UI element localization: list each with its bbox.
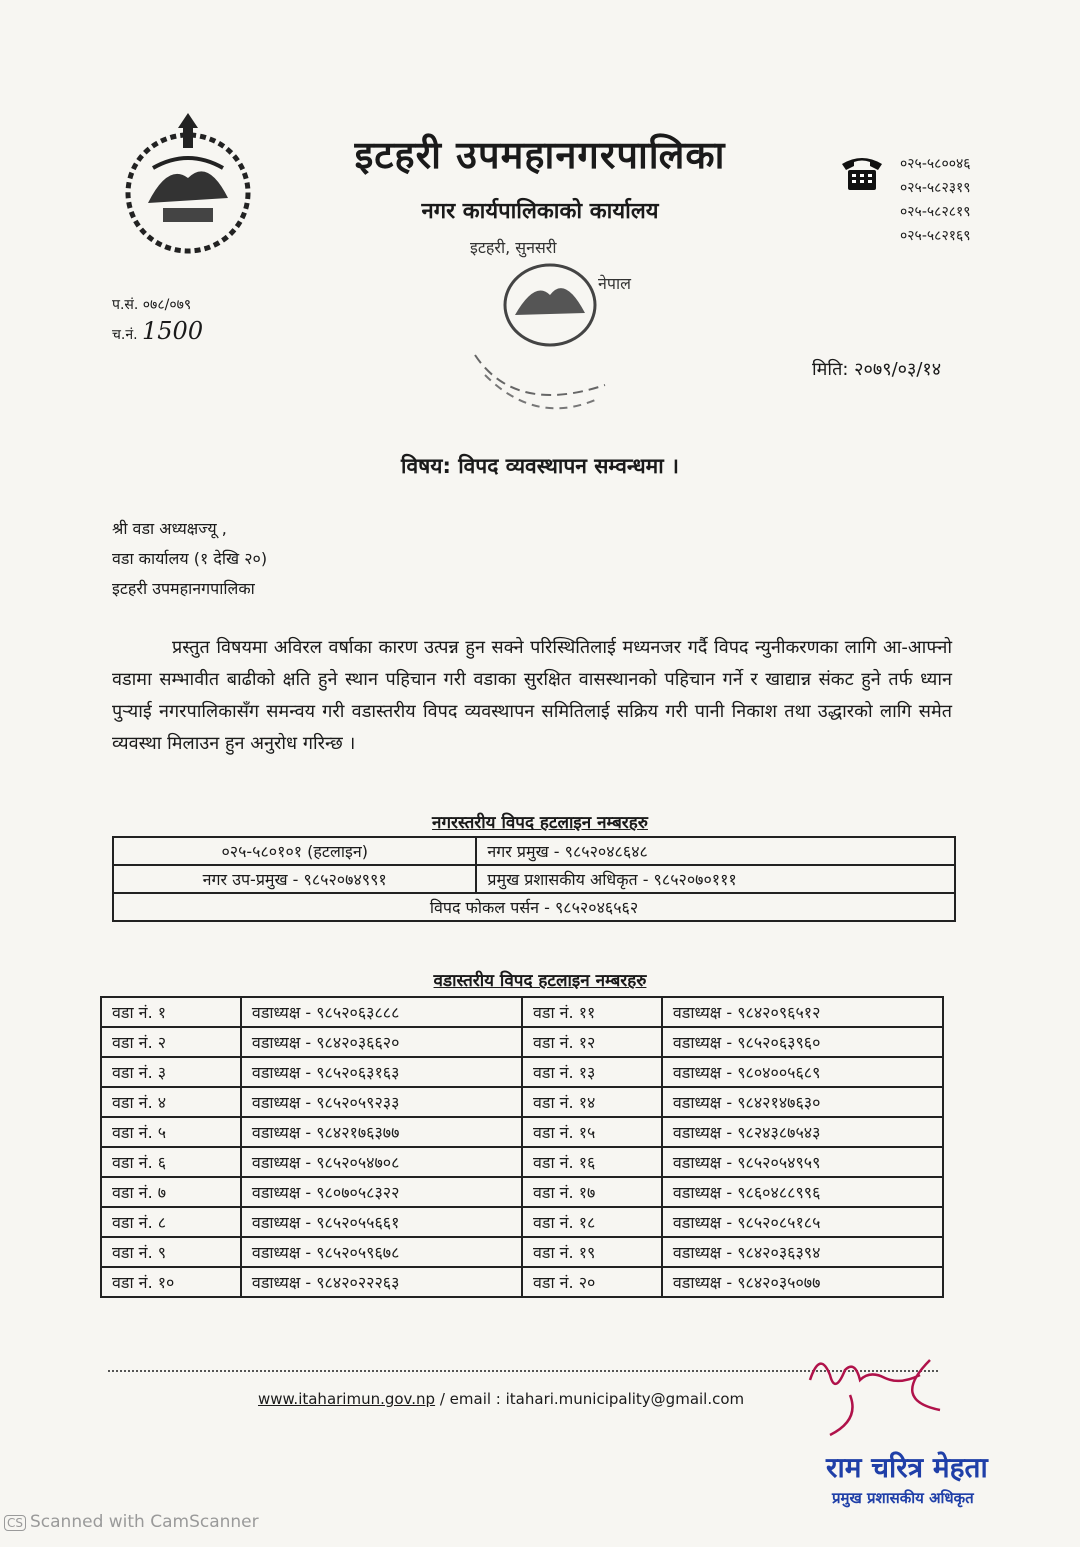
- ward-hotlines-table: [100, 996, 944, 1298]
- table-cell: विपद फोकल पर्सन - ९८५२०४६५६२: [113, 893, 955, 921]
- office-name: नगर कार्यपालिकाको कार्यालय: [421, 199, 659, 224]
- ward-contact-cell: वडाध्यक्ष - ९८०४००५६८९: [662, 1057, 943, 1087]
- ward-contact-cell: वडाध्यक्ष - ९८४२०९६५१२: [662, 997, 943, 1027]
- phone-number: ०२५-५८००४६: [900, 156, 971, 172]
- cn-label: च.नं.: [112, 327, 138, 343]
- letter-subject: विषय: विपद व्यवस्थापन सम्वन्धमा ।: [401, 454, 679, 478]
- phone-numbers: [900, 152, 971, 248]
- table-row: [101, 1237, 943, 1267]
- table-row: [113, 865, 955, 893]
- ward-contact-cell: वडाध्यक्ष - ९८५२०६३९६०: [662, 1027, 943, 1057]
- signatory-designation: प्रमुख प्रशासकीय अधिकृत: [832, 1489, 974, 1507]
- phone-number: ०२५-५८२३१९: [900, 180, 971, 196]
- ward-number-cell: वडा नं. १०: [101, 1267, 241, 1297]
- ward-number-cell: वडा नं. ६: [101, 1147, 241, 1177]
- ward-hotlines-title: वडास्तरीय विपद हटलाइन नम्बरहरु: [433, 971, 647, 991]
- table-cell: ०२५-५८०१०१ (हटलाइन): [113, 837, 476, 865]
- phone-number: ०२५-५८२८१९: [900, 204, 971, 220]
- ps-value: ०७८/०७९: [142, 297, 192, 313]
- ward-number-cell: वडा नं. १३: [522, 1057, 662, 1087]
- footer-contact: [258, 1390, 744, 1408]
- city-hotlines-table: [112, 836, 956, 922]
- ward-contact-cell: वडाध्यक्ष - ९८५२०८५१८५: [662, 1207, 943, 1237]
- table-row: [101, 1117, 943, 1147]
- municipality-name: इटहरी उपमहानगरपालिका: [354, 133, 726, 177]
- ward-contact-cell: वडाध्यक्ष - ९८५२०५९६७८: [241, 1237, 522, 1267]
- addressee-block: [112, 514, 267, 604]
- signatory-name: राम चरित्र मेहता: [826, 1451, 988, 1484]
- ward-contact-cell: वडाध्यक्ष - ९८४२०२२२६३: [241, 1267, 522, 1297]
- ward-contact-cell: वडाध्यक्ष - ९८५२०६३८८८: [241, 997, 522, 1027]
- telephone-icon: [838, 152, 886, 192]
- ward-contact-cell: वडाध्यक्ष - ९८५२०५५६६१: [241, 1207, 522, 1237]
- ward-number-cell: वडा नं. ११: [522, 997, 662, 1027]
- ward-contact-cell: वडाध्यक्ष - ९८४२१४७६३०: [662, 1087, 943, 1117]
- table-row: [101, 1207, 943, 1237]
- letter-date: मिति: २०७९/०३/१४: [812, 359, 942, 380]
- ps-label: प.सं.: [112, 297, 139, 313]
- table-cell: प्रमुख प्रशासकीय अधिकृत - ९८५२०७०१११: [476, 865, 955, 893]
- ward-contact-cell: वडाध्यक्ष - ९८५२०५४७०८: [241, 1147, 522, 1177]
- ward-number-cell: वडा नं. ३: [101, 1057, 241, 1087]
- ward-number-cell: वडा नं. २: [101, 1027, 241, 1057]
- ward-number-cell: वडा नं. १२: [522, 1027, 662, 1057]
- nepal-emblem-icon: [118, 108, 258, 258]
- scanner-watermark: [4, 1512, 259, 1532]
- ward-contact-cell: वडाध्यक्ष - ९८२४३८७५४३: [662, 1117, 943, 1147]
- ward-number-cell: वडा नं. १४: [522, 1087, 662, 1117]
- table-row: [101, 1267, 943, 1297]
- table-row: [101, 1087, 943, 1117]
- office-stamp-icon: [455, 235, 645, 435]
- ward-contact-cell: वडाध्यक्ष - ९८४२०३६३९४: [662, 1237, 943, 1267]
- phone-number: ०२५-५८२१६९: [900, 228, 971, 244]
- ward-contact-cell: वडाध्यक्ष - ९८०७०५८३२२: [241, 1177, 522, 1207]
- ward-contact-cell: वडाध्यक्ष - ९८५२०६३१६३: [241, 1057, 522, 1087]
- stamp-text: नेपाल: [598, 274, 631, 293]
- ward-contact-cell: वडाध्यक्ष - ९८५२०५९२३३: [241, 1087, 522, 1117]
- table-row: [101, 1147, 943, 1177]
- reference-block: [112, 292, 203, 348]
- website-link[interactable]: www.itaharimun.gov.np: [258, 1390, 436, 1408]
- ward-contact-cell: वडाध्यक्ष - ९८६०४८८९९६: [662, 1177, 943, 1207]
- table-row: [101, 997, 943, 1027]
- ward-number-cell: वडा नं. १: [101, 997, 241, 1027]
- ward-number-cell: वडा नं. १५: [522, 1117, 662, 1147]
- ward-number-cell: वडा नं. ८: [101, 1207, 241, 1237]
- footer-separator: / email :: [435, 1390, 506, 1408]
- table-row: [101, 1027, 943, 1057]
- signature-icon: [790, 1340, 950, 1440]
- table-cell: नगर उप-प्रमुख - ९८५२०७४९९१: [113, 865, 476, 893]
- addressee-line: श्री वडा अध्यक्षज्यू ,: [112, 519, 227, 538]
- city-hotlines-title: नगरस्तरीय विपद हटलाइन नम्बरहरु: [432, 813, 648, 833]
- watermark-text: Scanned with CamScanner: [30, 1512, 259, 1532]
- ward-number-cell: वडा नं. १८: [522, 1207, 662, 1237]
- ward-number-cell: वडा नं. ५: [101, 1117, 241, 1147]
- letter-body: प्रस्तुत विषयमा अविरल वर्षाका कारण उत्पन्न हुन सक्ने परिस्थितिलाई मध्यनजर गर्दै विपद न्युनीकरणका लागि आ-आफ्नो वडामा सम्भावीत बाढीको क्षति हुने स्थान पहिचान गरी वडाका सुरक्षित वासस्थानको पहिचान गर्ने र खाद्यान्न संकट हुने तर्फ ध्यान पुऱ्याई नगरपालिकासँग समन्वय गरी वडास्तरीय विपद व्यवस्थापन समितिलाई सक्रिय गरी पानी निकाश तथा उद्धारको लागि समेत व्यवस्था मिलाउन हुन अनुरोध गरिन्छ ।: [112, 637, 952, 754]
- table-row: [101, 1057, 943, 1087]
- ward-number-cell: वडा नं. २०: [522, 1267, 662, 1297]
- ward-number-cell: वडा नं. १६: [522, 1147, 662, 1177]
- ward-number-cell: वडा नं. १७: [522, 1177, 662, 1207]
- ward-contact-cell: वडाध्यक्ष - ९८४२०३५०७७: [662, 1267, 943, 1297]
- email-link[interactable]: itahari.municipality@gmail.com: [505, 1390, 745, 1408]
- table-row: [101, 1177, 943, 1207]
- ward-number-cell: वडा नं. १९: [522, 1237, 662, 1267]
- cn-value: 1500: [142, 317, 204, 345]
- ward-contact-cell: वडाध्यक्ष - ९८५२०५४९५९: [662, 1147, 943, 1177]
- table-row: [113, 893, 955, 921]
- table-cell: नगर प्रमुख - ९८५२०४८६४८: [476, 837, 955, 865]
- addressee-line: इटहरी उपमहानगपालिका: [112, 579, 255, 598]
- ward-number-cell: वडा नं. ९: [101, 1237, 241, 1267]
- ward-contact-cell: वडाध्यक्ष - ९८४२१७६३७७: [241, 1117, 522, 1147]
- ward-number-cell: वडा नं. ४: [101, 1087, 241, 1117]
- camscanner-logo-icon: CS: [4, 1515, 26, 1531]
- addressee-line: वडा कार्यालय (१ देखि २०): [112, 549, 268, 568]
- ward-contact-cell: वडाध्यक्ष - ९८४२०३६६२०: [241, 1027, 522, 1057]
- table-row: [113, 837, 955, 865]
- ward-number-cell: वडा नं. ७: [101, 1177, 241, 1207]
- stamp-text: इटहरी, सुनसरी: [470, 238, 557, 257]
